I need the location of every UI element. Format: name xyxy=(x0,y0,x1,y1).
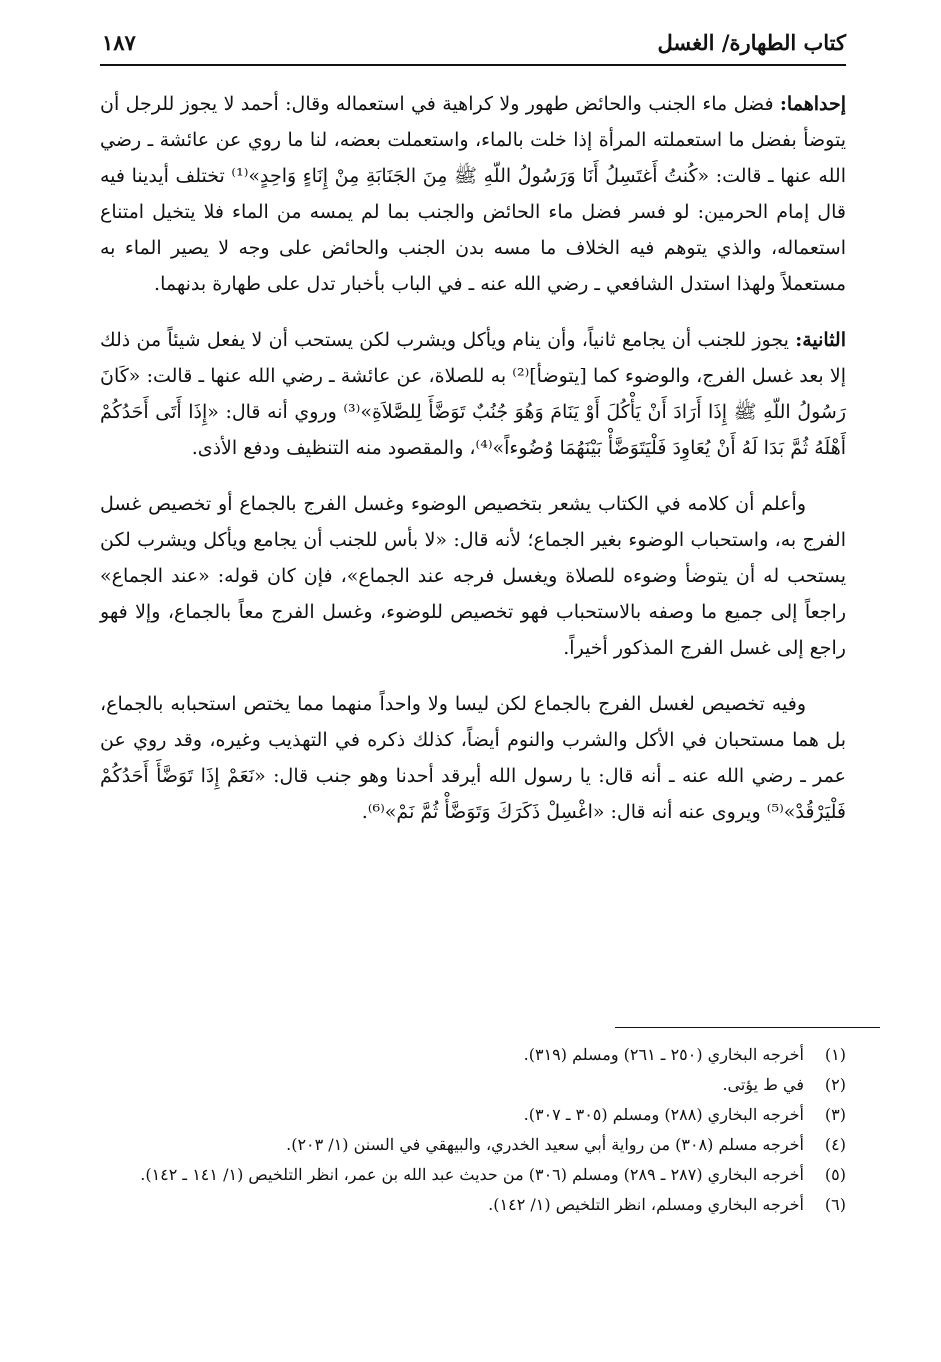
paragraph-text: وفيه تخصيص لغسل الفرج بالجماع لكن ليسا ولا واحداً منهما مما يختص استحبابه بالجماع، بل هما مستحبان في الأكل والشرب والنوم أيضاً، كذلك ذكره في التهذيب وغيره، وقد روي عن عمر ـ رضي الله عنه ـ أنه قال: يا رسول الله أيرقد أحدنا وهو جنب قال: «نَعَمْ إِذَا تَوَضَّأَ أَحَدُكُمْ فَلْيَرْقُدْ»⁽⁵⁾ ويروى عنه أنه قال: «اغْسِلْ ذَكَرَكَ وَتَوَضَّأْ ثُمَّ نَمْ»⁽⁶⁾. xyxy=(100,693,846,823)
paragraph-text: وأعلم أن كلامه في الكتاب يشعر بتخصيص الوضوء وغسل الفرج بالجماع أو تخصيص غسل الفرج به، واستحباب الوضوء بغير الجماع؛ لأنه قال: «لا بأس للجنب أن يجامع ويأكل ويشرب لكن يستحب له أن يتوضأ وضوءه للصلاة ويغسل فرجه عند الجماع»، فإن كان قوله: «عند الجماع» راجعاً إلى جميع ما وصفه بالاستحباب فهو تخصيص للوضوء، وغسل الفرج معاً بالجماع، وإلا فهو راجع إلى غسل الفرج المذكور أخيراً. xyxy=(100,493,846,659)
footnote-number: (٦) xyxy=(824,1195,846,1214)
paragraph xyxy=(100,686,846,830)
paragraph xyxy=(100,486,846,666)
paragraph-text: فضل ماء الجنب والحائض طهور ولا كراهية في استعماله وقال: أحمد لا يجوز للرجل أن يتوضأ بفضل ما استعملته المرأة إذا خلت بالماء، واستعملت بعضه، لنا ما روي عن عائشة ـ رضي الله عنها ـ قالت: «كُنتُ أَغتَسِلُ أَنَا وَرَسُولُ اللّهِ ﷺ مِنَ الجَنَابَةِ مِنْ إِنَاءٍ وَاحِدٍ»⁽¹⁾ تختلف أيدينا فيه قال إمام الحرمين: لو فسر فضل ماء الحائض والجنب بما لم يمسه من الماء فلا يتخيل امتناع استعماله، والذي يتوهم فيه الخلاف ما مسه بدن الجنب والحائض على وجه لا يصير الماء به مستعملاً ولهذا استدل الشافعي ـ رضي الله عنه ـ في الباب بأخبار تدل على طهارة بدنهما. xyxy=(100,93,846,295)
footnote xyxy=(100,1040,846,1070)
footnote-text: أخرجه البخاري (٢٨٨) ومسلم (٣٠٥ ـ ٣٠٧). xyxy=(523,1105,804,1124)
footnote-number: (٢) xyxy=(824,1075,846,1094)
page-header xyxy=(100,28,846,62)
footnote xyxy=(100,1130,846,1160)
paragraph-lead: الثانية: xyxy=(795,329,846,351)
footnote-text: أخرجه مسلم (٣٠٨) من رواية أبي سعيد الخدري، والبيهقي في السنن (١/ ٢٠٣). xyxy=(286,1135,804,1154)
running-title: كتاب الطهارة/ الغسل xyxy=(657,30,846,55)
footnote-number: (٤) xyxy=(824,1135,846,1154)
footnote xyxy=(100,1160,846,1190)
paragraph-lead: إحداهما: xyxy=(779,93,846,115)
footnotes xyxy=(100,1040,846,1220)
footnote xyxy=(100,1070,846,1100)
footnote xyxy=(100,1190,846,1220)
footnote-number: (١) xyxy=(824,1045,846,1064)
footnote-text: أخرجه البخاري (٢٨٧ ـ ٢٨٩) ومسلم (٣٠٦) من حديث عبد الله بن عمر، انظر التلخيص (١/ ١٤١ ـ ١٤٢). xyxy=(140,1165,804,1184)
main-text xyxy=(100,86,846,850)
footnote-text: في ط يؤتى. xyxy=(722,1075,804,1094)
footnote xyxy=(100,1100,846,1130)
footnote-number: (٣) xyxy=(824,1105,846,1124)
paragraph xyxy=(100,86,846,302)
paragraph-text: يجوز للجنب أن يجامع ثانياً، وأن ينام ويأكل ويشرب لكن يستحب أن لا يفعل شيئاً من ذلك إلا بعد غسل الفرج، والوضوء كما [يتوضأ]⁽²⁾ به للصلاة، عن عائشة ـ رضي الله عنها ـ قالت: «كَانَ رَسُولُ اللّهِ ﷺ إِذَا أَرَادَ أَنْ يَأْكُلَ أَوْ يَنَامَ وَهُوَ جُنُبٌ تَوَضَّأَ لِلصَّلاَةِ»⁽³⁾ وروي أنه قال: «إِذَا أَتَى أَحَدُكُمْ أَهْلَهُ ثُمَّ بَدَا لَهُ أَنْ يُعَاوِدَ فَلْيَتَوَضَّأْ بَيْنَهُمَا وُضُوءاً»⁽⁴⁾، والمقصود منه التنظيف ودفع الأذى. xyxy=(100,329,847,459)
footnote-text: أخرجه البخاري ومسلم، انظر التلخيص (١/ ١٤٢). xyxy=(488,1195,804,1214)
paragraph xyxy=(100,322,846,466)
header-rule xyxy=(100,64,846,66)
footnote-number: (٥) xyxy=(824,1165,846,1184)
footnote-text: أخرجه البخاري (٢٥٠ ـ ٢٦١) ومسلم (٣١٩). xyxy=(523,1045,804,1064)
page-number: ١٨٧ xyxy=(102,30,136,55)
